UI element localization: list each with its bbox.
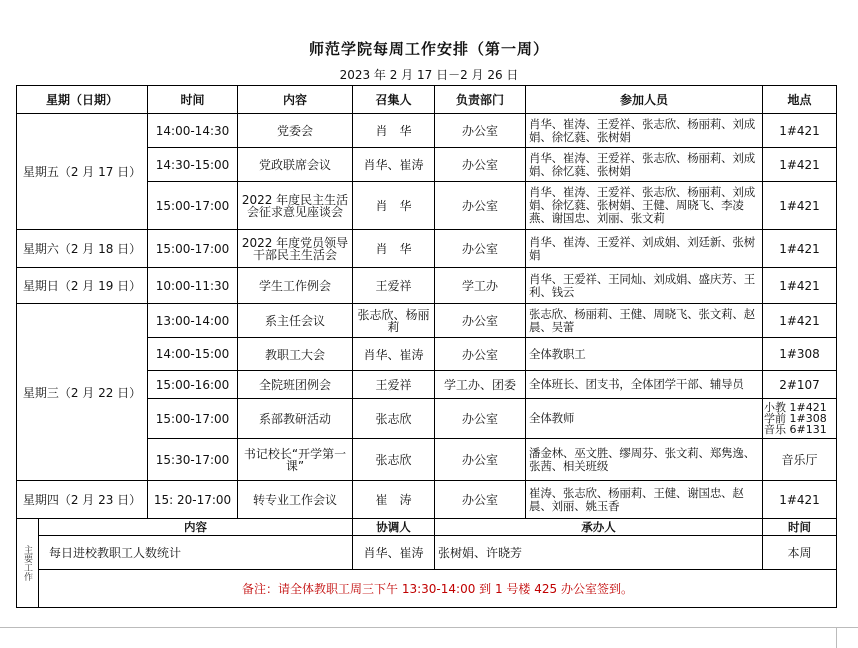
convener-cell: 王爱祥: [353, 371, 435, 399]
location-cell: 1#421: [763, 268, 837, 304]
attendees-cell: 肖华、王爱祥、王同灿、刘成娟、盛庆芳、王利、钱云: [526, 268, 763, 304]
time-cell: 15:00-17:00: [148, 182, 238, 230]
content-cell: 2022 年度民主生活会征求意见座谈会: [238, 182, 353, 230]
time-cell: 15:00-17:00: [148, 230, 238, 268]
time-cell: 14:00-15:00: [148, 338, 238, 371]
main-work-header-coordinator: 协调人: [353, 519, 435, 536]
convener-cell: 张志欣: [353, 439, 435, 481]
date-range: 2023 年 2 月 17 日－2 月 26 日: [339, 68, 519, 82]
content-cell: 系主任会议: [238, 304, 353, 338]
dept-cell: 办公室: [435, 114, 526, 148]
col-header-location: 地点: [763, 86, 837, 114]
main-work-header-time: 时间: [763, 519, 837, 536]
content-cell: 2022 年度党员领导干部民主生活会: [238, 230, 353, 268]
header-row: [17, 86, 837, 114]
location-cell: 音乐厅: [763, 439, 837, 481]
col-header-attendees: 参加人员: [526, 86, 763, 114]
content-cell: 书记校长“开学第一课”: [238, 439, 353, 481]
page-bottom-edge: [0, 627, 858, 628]
dept-cell: 办公室: [435, 230, 526, 268]
content-cell: 学生工作例会: [238, 268, 353, 304]
location-line: 学前 1#308: [764, 412, 827, 425]
time-cell: 10:00-11:30: [148, 268, 238, 304]
day-cell: 星期六（2 月 18 日）: [17, 230, 148, 268]
main-work-header-row: [17, 519, 837, 536]
time-cell: 15:30-17:00: [148, 439, 238, 481]
table-row: [17, 304, 837, 338]
main-work-side-label: 主要工作: [17, 519, 39, 608]
time-cell: 15: 20-17:00: [148, 481, 238, 519]
content-cell: 系部教研活动: [238, 399, 353, 439]
page-right-edge: [836, 627, 837, 648]
location-cell: 1#421: [763, 182, 837, 230]
main-work-row: [17, 536, 837, 570]
col-header-time: 时间: [148, 86, 238, 114]
attendees-cell: 潘金林、巫文胜、缪周芬、张文莉、郑隽逸、张茜、相关班级: [526, 439, 763, 481]
attendees-cell: 肖华、崔涛、王爱祥、张志欣、杨丽莉、刘成娟、徐忆蕤、张树娟、王健、周晓飞、李凌燕、谢国忠、刘丽、张文莉: [526, 182, 763, 230]
attendees-cell: 肖华、崔涛、王爱祥、张志欣、杨丽莉、刘成娟、徐忆蕤、张树娟: [526, 148, 763, 182]
col-header-convener: 召集人: [353, 86, 435, 114]
dept-cell: 办公室: [435, 399, 526, 439]
main-work-coordinator: 肖华、崔涛: [353, 536, 435, 570]
attendees-cell: 全体教职工: [526, 338, 763, 371]
time-cell: 14:30-15:00: [148, 148, 238, 182]
location-cell: 1#308: [763, 338, 837, 371]
main-work-content: 每日进校教职工人数统计: [39, 536, 353, 570]
dept-cell: 办公室: [435, 481, 526, 519]
table-row: [17, 268, 837, 304]
dept-cell: 学工办、团委: [435, 371, 526, 399]
location-cell: [763, 399, 837, 439]
location-cell: 2#107: [763, 371, 837, 399]
attendees-cell: 崔涛、张志欣、杨丽莉、王健、谢国忠、赵晨、刘丽、姚玉香: [526, 481, 763, 519]
time-cell: 13:00-14:00: [148, 304, 238, 338]
location-cell: 1#421: [763, 481, 837, 519]
content-cell: 全院班团例会: [238, 371, 353, 399]
day-cell: 星期日（2 月 19 日）: [17, 268, 148, 304]
convener-cell: 肖华、崔涛: [353, 148, 435, 182]
convener-cell: 王爱祥: [353, 268, 435, 304]
schedule-table: [16, 85, 837, 608]
convener-cell: 肖华、崔涛: [353, 338, 435, 371]
location-cell: 1#421: [763, 304, 837, 338]
note-row: [17, 570, 837, 608]
main-work-organizer: 张树娟、许晓芳: [435, 536, 763, 570]
dept-cell: 办公室: [435, 304, 526, 338]
dept-cell: 办公室: [435, 338, 526, 371]
convener-cell: 肖 华: [353, 182, 435, 230]
dept-cell: 办公室: [435, 148, 526, 182]
content-cell: 党委会: [238, 114, 353, 148]
col-header-day: 星期（日期）: [17, 86, 148, 114]
page-title: 师范学院每周工作安排（第一周）: [308, 40, 549, 58]
attendees-cell: 张志欣、杨丽莉、王健、周晓飞、张文莉、赵晨、吴蕾: [526, 304, 763, 338]
convener-cell: 肖 华: [353, 114, 435, 148]
dept-cell: 办公室: [435, 439, 526, 481]
time-cell: 14:00-14:30: [148, 114, 238, 148]
content-cell: 转专业工作会议: [238, 481, 353, 519]
table-row: [17, 114, 837, 148]
location-cell: 1#421: [763, 114, 837, 148]
day-cell: 星期五（2 月 17 日）: [17, 114, 148, 230]
convener-cell: 张志欣、杨丽莉: [353, 304, 435, 338]
time-cell: 15:00-16:00: [148, 371, 238, 399]
attendees-cell: 肖华、崔涛、王爱祥、张志欣、杨丽莉、刘成娟、徐忆蕤、张树娟: [526, 114, 763, 148]
dept-cell: 学工办: [435, 268, 526, 304]
content-cell: 教职工大会: [238, 338, 353, 371]
convener-cell: 张志欣: [353, 399, 435, 439]
main-work-header-organizer: 承办人: [435, 519, 763, 536]
convener-cell: 崔 涛: [353, 481, 435, 519]
schedule-table-wrap: [16, 85, 836, 608]
main-work-time: 本周: [763, 536, 837, 570]
dept-cell: 办公室: [435, 182, 526, 230]
location-line: 小教 1#421: [764, 401, 827, 414]
day-cell: 星期三（2 月 22 日）: [17, 304, 148, 481]
location-cell: 1#421: [763, 148, 837, 182]
convener-cell: 肖 华: [353, 230, 435, 268]
location-cell: 1#421: [763, 230, 837, 268]
table-row: [17, 230, 837, 268]
col-header-dept: 负责部门: [435, 86, 526, 114]
attendees-cell: 肖华、崔涛、王爱祥、刘成娟、刘廷新、张树娟: [526, 230, 763, 268]
attendees-cell: 全体教师: [526, 399, 763, 439]
col-header-content: 内容: [238, 86, 353, 114]
attendees-cell: 全体班长、团支书，全体团学干部、辅导员: [526, 371, 763, 399]
note-text: 备注：请全体教职工周三下午 13:30-14:00 到 1 号楼 425 办公室签到。: [39, 570, 837, 608]
time-cell: 15:00-17:00: [148, 399, 238, 439]
location-line: 音乐 6#131: [764, 423, 827, 436]
table-row: [17, 481, 837, 519]
content-cell: 党政联席会议: [238, 148, 353, 182]
day-cell: 星期四（2 月 23 日）: [17, 481, 148, 519]
main-work-header-content: 内容: [39, 519, 353, 536]
